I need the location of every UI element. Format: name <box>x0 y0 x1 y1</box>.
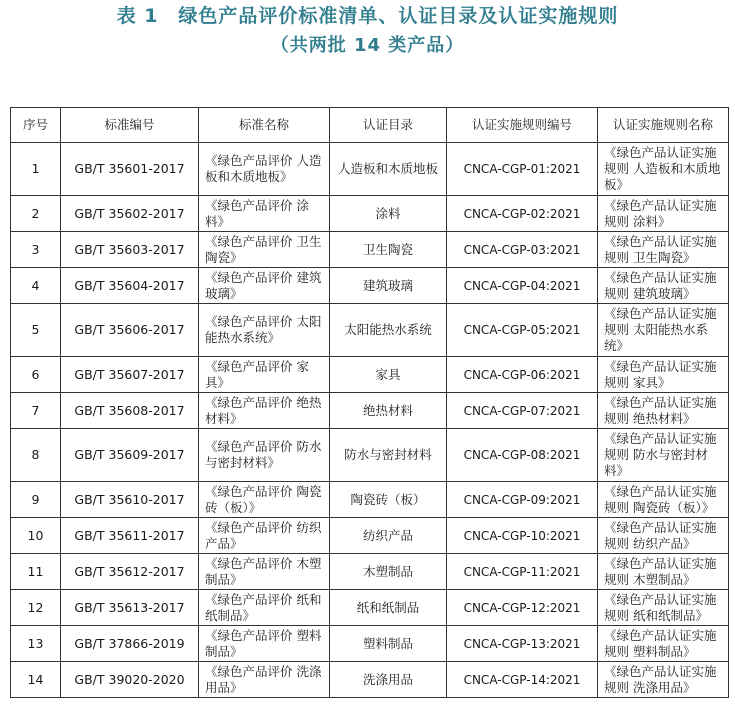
cell-rule-code: CNCA-CGP-07:2021 <box>447 393 598 429</box>
cell-rule-name: 《绿色产品认证实施规则 太阳能热水系统》 <box>598 304 729 357</box>
cell-standard-name: 《绿色产品评价 绝热材料》 <box>199 393 330 429</box>
cell-rule-code: CNCA-CGP-11:2021 <box>447 554 598 590</box>
cell-catalog: 木塑制品 <box>330 554 447 590</box>
table-row <box>11 518 729 554</box>
cell-catalog: 涂料 <box>330 196 447 232</box>
header-rule-name: 认证实施规则名称 <box>598 108 729 143</box>
cell-rule-name: 《绿色产品认证实施规则 卫生陶瓷》 <box>598 232 729 268</box>
header-standard-name: 标准名称 <box>199 108 330 143</box>
header-standard-code: 标准编号 <box>61 108 199 143</box>
cell-rule-code: CNCA-CGP-02:2021 <box>447 196 598 232</box>
table-row <box>11 143 729 196</box>
cell-rule-name: 《绿色产品认证实施规则 家具》 <box>598 357 729 393</box>
cell-rule-name: 《绿色产品认证实施规则 纸和纸制品》 <box>598 590 729 626</box>
cell-rule-code: CNCA-CGP-09:2021 <box>447 482 598 518</box>
cell-rule-code: CNCA-CGP-12:2021 <box>447 590 598 626</box>
cell-standard-code: GB/T 35606-2017 <box>61 304 199 357</box>
cell-standard-code: GB/T 35607-2017 <box>61 357 199 393</box>
cell-catalog: 防水与密封材料 <box>330 429 447 482</box>
table-subtitle: （共两批 14 类产品） <box>270 35 465 56</box>
cell-standard-name: 《绿色产品评价 涂料》 <box>199 196 330 232</box>
table-row <box>11 393 729 429</box>
cell-standard-code: GB/T 35611-2017 <box>61 518 199 554</box>
cell-standard-name: 《绿色产品评价 家具》 <box>199 357 330 393</box>
cell-standard-code: GB/T 35612-2017 <box>61 554 199 590</box>
cell-rule-code: CNCA-CGP-04:2021 <box>447 268 598 304</box>
cell-catalog: 塑料制品 <box>330 626 447 662</box>
cell-rule-name: 《绿色产品认证实施规则 建筑玻璃》 <box>598 268 729 304</box>
table-row <box>11 268 729 304</box>
cell-rule-name: 《绿色产品认证实施规则 纺织产品》 <box>598 518 729 554</box>
cell-no: 9 <box>11 482 61 518</box>
cell-standard-name: 《绿色产品评价 人造板和木质地板》 <box>199 143 330 196</box>
cell-standard-code: GB/T 35601-2017 <box>61 143 199 196</box>
cell-rule-code: CNCA-CGP-01:2021 <box>447 143 598 196</box>
standards-table <box>10 107 729 698</box>
cell-rule-code: CNCA-CGP-06:2021 <box>447 357 598 393</box>
cell-standard-name: 《绿色产品评价 纺织产品》 <box>199 518 330 554</box>
cell-standard-code: GB/T 35609-2017 <box>61 429 199 482</box>
cell-rule-code: CNCA-CGP-10:2021 <box>447 518 598 554</box>
table-row <box>11 554 729 590</box>
cell-no: 4 <box>11 268 61 304</box>
header-catalog: 认证目录 <box>330 108 447 143</box>
table-title: 表 1 绿色产品评价标准清单、认证目录及认证实施规则 <box>116 5 619 27</box>
cell-catalog: 建筑玻璃 <box>330 268 447 304</box>
cell-rule-name: 《绿色产品认证实施规则 塑料制品》 <box>598 626 729 662</box>
cell-rule-name: 《绿色产品认证实施规则 陶瓷砖（板）》 <box>598 482 729 518</box>
cell-rule-code: CNCA-CGP-14:2021 <box>447 662 598 698</box>
header-rule-code: 认证实施规则编号 <box>447 108 598 143</box>
cell-no: 12 <box>11 590 61 626</box>
cell-standard-name: 《绿色产品评价 洗涤用品》 <box>199 662 330 698</box>
cell-catalog: 纸和纸制品 <box>330 590 447 626</box>
cell-standard-code: GB/T 35613-2017 <box>61 590 199 626</box>
cell-catalog: 卫生陶瓷 <box>330 232 447 268</box>
cell-rule-code: CNCA-CGP-08:2021 <box>447 429 598 482</box>
cell-standard-name: 《绿色产品评价 塑料制品》 <box>199 626 330 662</box>
cell-no: 6 <box>11 357 61 393</box>
table-row <box>11 304 729 357</box>
cell-standard-code: GB/T 35608-2017 <box>61 393 199 429</box>
cell-standard-code: GB/T 35603-2017 <box>61 232 199 268</box>
table-header-row <box>11 108 729 143</box>
cell-no: 1 <box>11 143 61 196</box>
cell-no: 5 <box>11 304 61 357</box>
cell-standard-name: 《绿色产品评价 陶瓷砖（板）》 <box>199 482 330 518</box>
cell-catalog: 绝热材料 <box>330 393 447 429</box>
table-row <box>11 482 729 518</box>
cell-rule-name: 《绿色产品认证实施规则 涂料》 <box>598 196 729 232</box>
cell-rule-name: 《绿色产品认证实施规则 防水与密封材料》 <box>598 429 729 482</box>
cell-standard-code: GB/T 35604-2017 <box>61 268 199 304</box>
table-row <box>11 662 729 698</box>
cell-standard-name: 《绿色产品评价 木塑制品》 <box>199 554 330 590</box>
cell-rule-code: CNCA-CGP-05:2021 <box>447 304 598 357</box>
table-row <box>11 626 729 662</box>
cell-catalog: 洗涤用品 <box>330 662 447 698</box>
cell-rule-name: 《绿色产品认证实施规则 人造板和木质地板》 <box>598 143 729 196</box>
cell-rule-code: CNCA-CGP-13:2021 <box>447 626 598 662</box>
table-body <box>11 143 729 698</box>
cell-no: 11 <box>11 554 61 590</box>
cell-no: 7 <box>11 393 61 429</box>
cell-standard-code: GB/T 39020-2020 <box>61 662 199 698</box>
cell-no: 13 <box>11 626 61 662</box>
cell-catalog: 太阳能热水系统 <box>330 304 447 357</box>
cell-standard-name: 《绿色产品评价 防水与密封材料》 <box>199 429 330 482</box>
table-row <box>11 196 729 232</box>
cell-rule-code: CNCA-CGP-03:2021 <box>447 232 598 268</box>
cell-standard-name: 《绿色产品评价 建筑玻璃》 <box>199 268 330 304</box>
cell-standard-code: GB/T 35610-2017 <box>61 482 199 518</box>
table-row <box>11 590 729 626</box>
cell-catalog: 陶瓷砖（板） <box>330 482 447 518</box>
cell-no: 8 <box>11 429 61 482</box>
cell-rule-name: 《绿色产品认证实施规则 木塑制品》 <box>598 554 729 590</box>
table-row <box>11 429 729 482</box>
table-row <box>11 232 729 268</box>
header-no: 序号 <box>11 108 61 143</box>
cell-catalog: 纺织产品 <box>330 518 447 554</box>
cell-no: 10 <box>11 518 61 554</box>
cell-no: 3 <box>11 232 61 268</box>
cell-no: 2 <box>11 196 61 232</box>
cell-no: 14 <box>11 662 61 698</box>
cell-standard-name: 《绿色产品评价 卫生陶瓷》 <box>199 232 330 268</box>
cell-catalog: 家具 <box>330 357 447 393</box>
cell-catalog: 人造板和木质地板 <box>330 143 447 196</box>
cell-standard-name: 《绿色产品评价 纸和纸制品》 <box>199 590 330 626</box>
cell-standard-name: 《绿色产品评价 太阳能热水系统》 <box>199 304 330 357</box>
table-row <box>11 357 729 393</box>
cell-rule-name: 《绿色产品认证实施规则 绝热材料》 <box>598 393 729 429</box>
cell-rule-name: 《绿色产品认证实施规则 洗涤用品》 <box>598 662 729 698</box>
cell-standard-code: GB/T 35602-2017 <box>61 196 199 232</box>
cell-standard-code: GB/T 37866-2019 <box>61 626 199 662</box>
